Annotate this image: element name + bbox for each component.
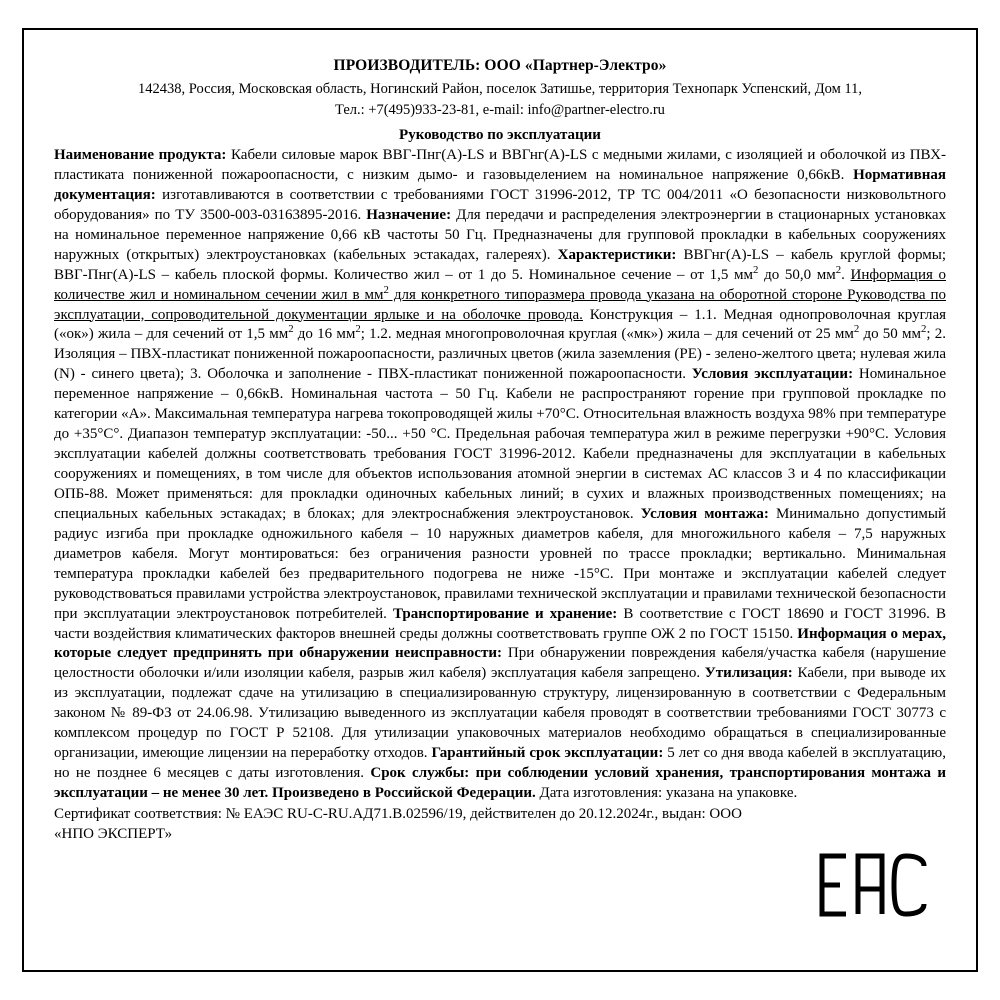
body-segment: Нормативная документация: <box>54 166 946 203</box>
manual-title: Руководство по эксплуатации <box>399 127 601 144</box>
certificate-line: Сертификат соответствия: № ЕАЭС RU-C-RU.АД71.В.02596/19, действителен до 20.12.2024г., выдан: ООО «НПО ЭКСПЕРТ» <box>54 805 742 842</box>
manufacturer-line: ПРОИЗВОДИТЕЛЬ: ООО «Партнер-Электро» <box>333 57 667 74</box>
body-segment: Кабели, при выводе их из эксплуатации, подлежат сдаче на утилизацию в специализированную структуру, лицензированную в соответствии с Федеральным законом № 89-ФЗ от 24.06.98. Утилизацию выведенного из эксплуатации кабеля проводят в соответствии требованиями ГОСТ 30773 с комплексом процедур по ГОСТ Р 52108. Для утилизации упаковочных материалов необходимо обращаться в специализированные организации, имеющие лицензии на переработку отходов. <box>54 665 947 762</box>
body-segment: Характеристики: <box>557 246 677 263</box>
body-segment: изготавливаются в соответствии с требованиями ГОСТ 31996-2012, ТР ТС 004/2011 «О безопасности низковольтного оборудования» по ТУ 3500-003-03163895-2016. <box>54 186 946 223</box>
document-body <box>54 146 946 804</box>
body-segment: В соответствие с ГОСТ 18690 и ГОСТ 31996. В части воздействия климатических факторов внешней среды должны соответствовать группе ОЖ 2 по ГОСТ 15150. <box>54 605 947 642</box>
body-segment: ВВГнг(А)-LS – кабель круглой формы; ВВГ-Пнг(А)-LS – кабель плоской формы. Количество жил – от 1 до 5. Номинальное сечение – от 1,5 $мм^2$ до 50,0 $мм^2$. <box>54 246 946 283</box>
body-segment: Условия монтажа: <box>640 505 769 522</box>
address-line: 142438, Россия, Московская область, Ногинский Район, поселок Затишье, территория Технопарк Успенский, Дом 11, <box>138 80 862 97</box>
body-segment: 5 лет со дня ввода кабелей в эксплуатацию, но не позднее 6 месяцев с даты изготовления. <box>54 745 947 782</box>
body-segment: Дата изготовления: указана на упаковке. <box>535 785 798 802</box>
document-frame <box>22 28 978 972</box>
body-segment: Для передачи и распределения электроэнергии в стационарных установках на номинальное переменное напряжение 0,66 кВ частоты 50 Гц. Предназначены для групповой прокладки в кабельных сооружениях наружных (открытых) электроустановках (кабельных эстакадах, галереях). <box>54 206 946 263</box>
body-segment: Номинальное переменное напряжение – 0,66кВ. Номинальная частота – 50 Гц. Кабели не распространяют горение при групповой прокладке по категории «А». Максимальная температура нагрева токопроводящей жилы +70°С. Относительная влажность воздуха 98% при температуре до +35°С°. Диапазон температур эксплуатации: -50... +50 °С. Предельная рабочая температура жил в режиме перегрузки +90°С. Условия эксплуатации кабелей должны соответствовать требования ГОСТ 31996-2012. Кабели предназначены для эксплуатации в кабельных сооружениях и помещениях, в том числе для объектов использования атомной энергии в системах АС классов 3 и 4 по классификации ОПБ-88. Может применяться: для прокладки одиночных кабельных линий; в сухих и влажных производственных помещениях; на специальных кабельных эстакадах; в блоках; для электроснабжения электроустановок. <box>54 366 946 522</box>
body-segment: Конструкция – 1.1. Медная однопроволочная круглая («ок») жила – для сечений от 1,5 $мм^2$ до 16 $мм^2$; 1.2. медная многопроволочная круглая («мк») жила – для сечений от 25 $мм^2$ до 50 $мм^2$; 2. Изоляция – ПВХ-пластикат пониженной пожароопасности, различных цветов (жила заземления (PE) - зелено-желтого цвета; нулевая жила (N) - синего цвета); 3. Оболочка и заполнение - ПВХ-пластикат пониженной пожароопасности. <box>54 306 947 383</box>
body-segment: Гарантийный срок эксплуатации: <box>431 745 664 762</box>
body-segment: Наименование продукта: <box>54 147 227 164</box>
eac-conformity-mark <box>814 852 932 918</box>
body-segment: Информация о мерах, которые следует предпринять при обнаружении неисправности: <box>54 625 946 662</box>
body-segment: При обнаружении повреждения кабеля/участка кабеля (нарушение целостности оболочки и/или изоляции кабеля, разрыв жил кабеля) эксплуатация кабеля запрещено. <box>54 645 946 682</box>
body-segment: Срок службы: при соблюдении условий хранения, транспортирования монтажа и эксплуатации – не менее 30 лет. Произведено в Российской Федерации. <box>54 765 946 802</box>
document-header <box>54 56 946 121</box>
body-segment: Транспортирование и хранение: <box>392 605 618 622</box>
body-segment: Информация о количестве жил и номинальном сечении жил в $мм^2$ для конкретного типоразмера провода указана на оборотной стороне Руководства по эксплуатации, сопроводительной документации ярлыке и на оболочке провода. <box>54 266 947 323</box>
body-segment: Утилизация: <box>704 665 793 682</box>
contacts-line: Тел.: +7(495)933-23-81, e-mail: info@partner-electro.ru <box>335 102 665 119</box>
body-segment: Назначение: <box>366 206 452 223</box>
body-segment: Минимально допустимый радиус изгиба при прокладке одножильного кабеля – 10 наружных диаметров кабеля, для многожильного кабеля – 7,5 наружных диаметров кабеля. Могут монтироваться: без ограничения разности уровней по трассе прокладки; вертикально. Минимальная температура прокладки кабелей без предварительного подогрева не ниже -15°С. При монтаже и эксплуатации кабелей следует руководствоваться правилами устройства электроустановок, правилами технической эксплуатации и правилами технической безопасности при эксплуатации электроустановок потребителей. <box>54 505 947 622</box>
body-segment: Кабели силовые марок ВВГ-Пнг(А)-LS и ВВГнг(А)-LS с медными жилами, с изоляцией и оболочкой из ПВХ-пластиката пониженной пожароопасности, с низким дымо- и газовыделением на номинальное напряжение 0,66кВ. <box>54 147 946 183</box>
body-segment: Условия эксплуатации: <box>691 366 854 383</box>
